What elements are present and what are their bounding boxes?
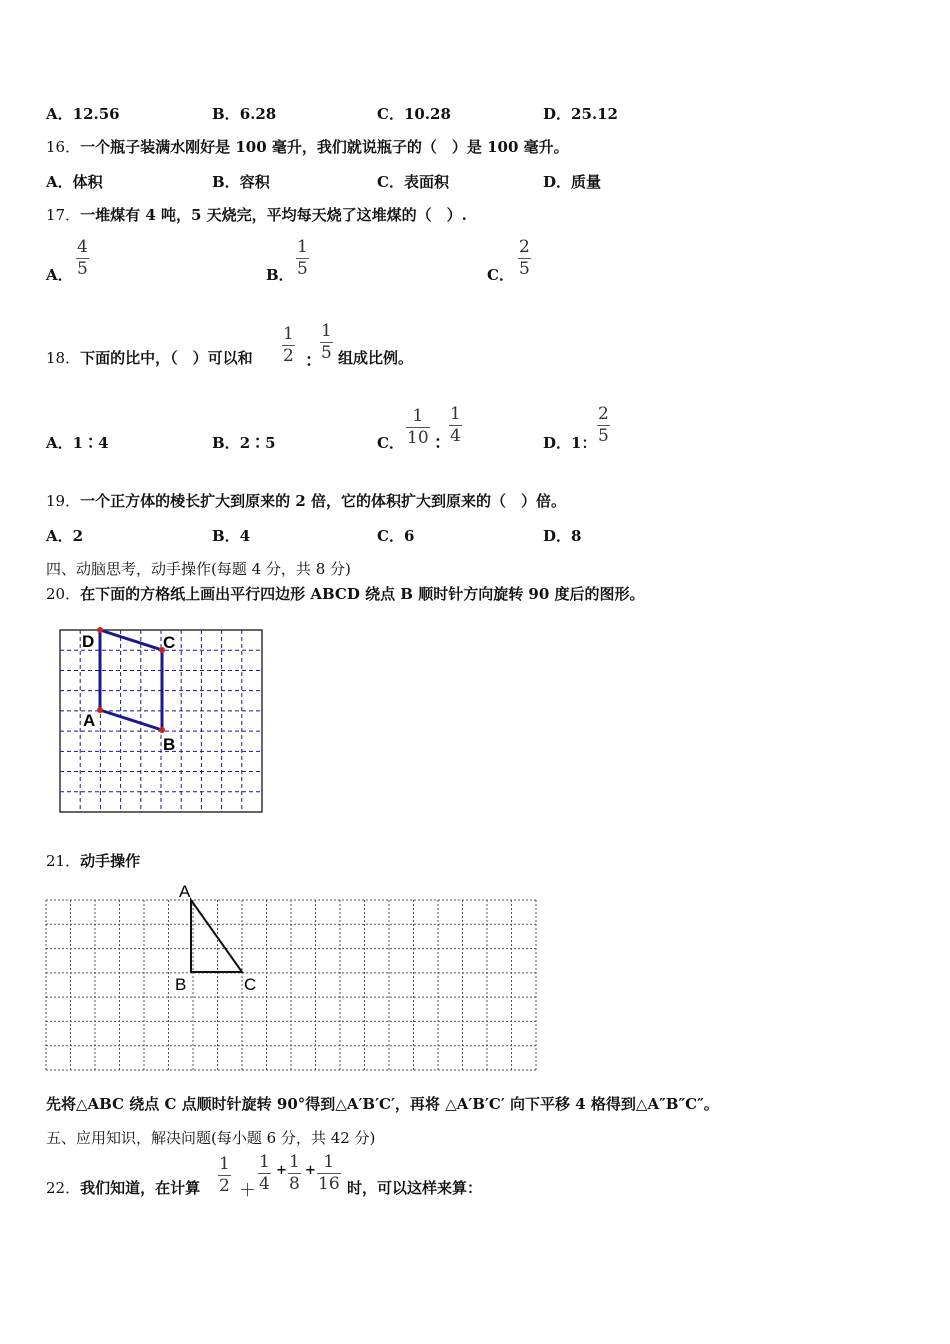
q19-option-d: D．8 — [543, 527, 582, 545]
q22-fraction-4: 1 16 — [318, 1152, 340, 1194]
q21-question: 21．动手操作 — [46, 852, 141, 870]
q15-option-a: A．12.56 — [46, 105, 120, 123]
q18-colon: ： — [305, 351, 322, 371]
q17-question: 17．一堆煤有 4 吨，5 天烧完，平均每天烧了这堆煤的（ ）. — [46, 206, 467, 224]
q17-option-a-letter: A． — [46, 266, 73, 284]
q20-question: 20．在下面的方格纸上画出平行四边形 ABCD 绕点 B 顺时针方向旋转 90 度后的图形。 — [46, 585, 645, 603]
q21-grid-lines — [46, 900, 536, 1070]
q19-question: 19．一个正方体的棱长扩大到原来的 2 倍，它的体积扩大到原来的（ ）倍。 — [46, 492, 566, 510]
q18-fraction-2: 1 5 — [321, 321, 332, 363]
q17-option-c-letter: C． — [487, 266, 514, 284]
q16-option-d: D．质量 — [543, 173, 602, 191]
q18-option-c-fraction-1: 1 10 — [407, 406, 429, 448]
q22-plus-2: + — [276, 1163, 287, 1178]
q22-fraction-1: 1 2 — [219, 1154, 230, 1196]
q18-option-d-fraction: 2 5 — [598, 404, 609, 446]
q22-question-start: 22．我们知道，在计算 — [46, 1179, 201, 1197]
q17-option-b-letter: B． — [266, 266, 294, 284]
q15-option-c: C．10.28 — [377, 105, 451, 123]
label-a: A — [83, 711, 96, 730]
q18-option-a: A．1∶4 — [46, 434, 109, 452]
label-b: B — [175, 975, 187, 994]
q22-fraction-2: 1 4 — [259, 1152, 270, 1194]
q18-option-c-letter: C． — [377, 434, 404, 452]
q18-question-start: 18．下面的比中，（ ）可以和 — [46, 349, 253, 367]
q22-plus-3: + — [305, 1163, 316, 1178]
q16-option-c: C．表面积 — [377, 173, 449, 191]
q22-question-end: 时，可以这样来算： — [347, 1179, 483, 1197]
q15-option-d: D．25.12 — [543, 105, 618, 123]
q19-option-c: C．6 — [377, 527, 415, 545]
q22-plus-1: ＋ — [239, 1181, 256, 1201]
q16-question: 16．一个瓶子装满水刚好是 100 毫升，我们就说瓶子的（ ）是 100 毫升。 — [46, 138, 569, 156]
q19-option-a: A．2 — [46, 527, 84, 545]
q18-option-b: B．2∶5 — [212, 434, 276, 452]
point-b — [159, 727, 165, 733]
q18-option-c-colon: ： — [434, 433, 451, 453]
point-d — [97, 627, 103, 633]
q20-grid-figure — [55, 622, 270, 818]
q15-option-b: B．6.28 — [212, 105, 277, 123]
section-4-heading: 四、动脑思考，动手操作(每题 4 分，共 8 分) — [46, 560, 351, 578]
q19-option-b: B．4 — [212, 527, 251, 545]
q17-option-a-fraction: 4 5 — [77, 237, 88, 279]
q18-option-c-fraction-2: 1 4 — [450, 404, 461, 446]
q18-option-d: D．1： — [543, 434, 597, 452]
point-a — [97, 707, 103, 713]
q16-option-a: A．体积 — [46, 173, 103, 191]
label-b: B — [163, 735, 176, 754]
q18-fraction-1: 1 2 — [283, 324, 294, 366]
q21-instruction: 先将△ABC 绕点 C 点顺时针旋转 90°得到△A′B′C′，再将 △A′B′C′ 向下平移 4 格得到△A″B″C″。 — [46, 1095, 719, 1113]
label-c: C — [244, 975, 257, 994]
label-c: C — [163, 633, 176, 652]
q21-grid-figure — [40, 877, 545, 1077]
q17-option-b-fraction: 1 5 — [297, 237, 308, 279]
q17-option-c-fraction: 2 5 — [519, 237, 530, 279]
q22-fraction-3: 1 8 — [289, 1152, 300, 1194]
q16-option-b: B．容积 — [212, 173, 270, 191]
label-d: D — [82, 632, 95, 651]
section-5-heading: 五、应用知识，解决问题(每小题 6 分，共 42 分) — [46, 1129, 376, 1147]
parallelogram-abcd — [100, 630, 162, 730]
triangle-abc — [191, 900, 242, 972]
label-a: A — [179, 882, 191, 901]
q18-question-end: 组成比例。 — [338, 349, 414, 367]
